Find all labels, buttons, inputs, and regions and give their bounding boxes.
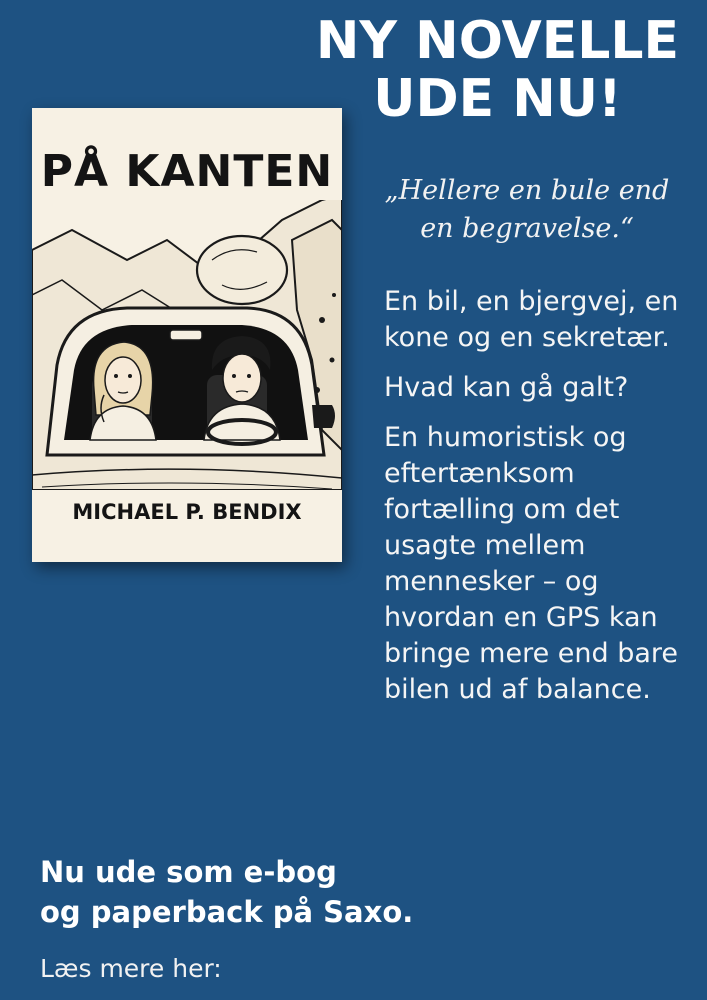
book-quote	[368, 172, 686, 248]
availability-line-2: og paperback på Saxo.	[40, 895, 414, 929]
headline	[300, 12, 695, 128]
book-title: PÅ KANTEN	[40, 146, 334, 197]
description-paragraph: En humoristisk og eftertænksom fortælling om det usagte mellem mennesker – og hvordan en GPS kan bringe mere end bare bilen ud af balance.	[384, 422, 679, 705]
availability-callout	[40, 852, 600, 932]
description-paragraph: Hvad kan gå galt?	[384, 372, 629, 403]
book-author: MICHAEL P. BENDIX	[72, 500, 302, 524]
quote-line-1: „Hellere en bule end	[384, 175, 670, 206]
headline-line-1: NY NOVELLE	[315, 11, 680, 71]
book-description	[384, 284, 694, 722]
quote-line-2: en begravelse.“	[420, 213, 634, 244]
headline-line-2: UDE NU!	[373, 69, 622, 129]
cover-illustration-car-mountain-road	[32, 200, 342, 490]
read-more-link[interactable]: Læs mere her:	[40, 954, 222, 983]
availability-line-1: Nu ude som e-bog	[40, 855, 337, 889]
book-cover	[32, 108, 342, 562]
description-paragraph: En bil, en bjergvej, en kone og en sekretær.	[384, 286, 679, 353]
